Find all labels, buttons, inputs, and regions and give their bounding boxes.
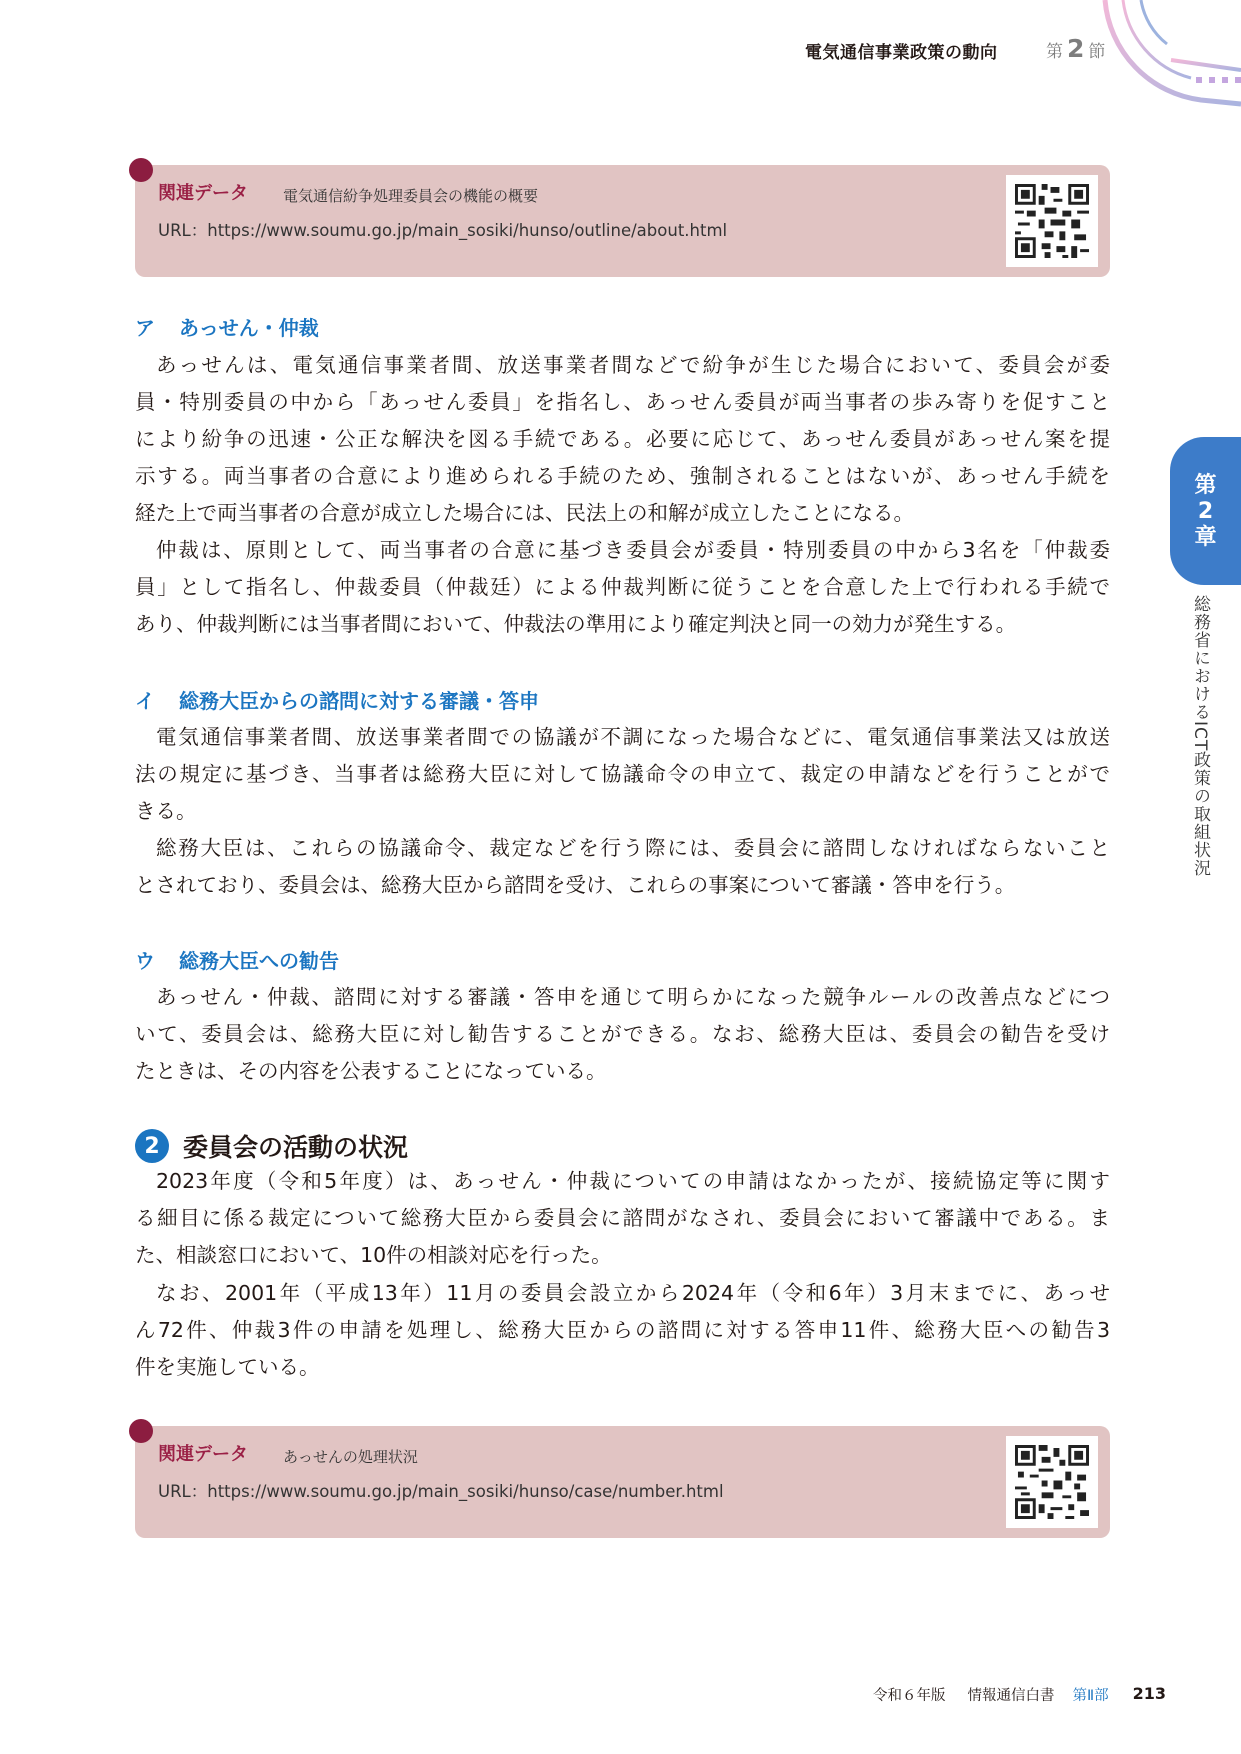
- section-heading: [135, 1128, 408, 1164]
- related-data-title: あっせんの処理状況: [283, 1448, 418, 1466]
- body-line: 経た上で両当事者の合意が成立した場合には、民法上の和解が成立したことになる。: [135, 501, 914, 525]
- chapter-tab[interactable]: [1170, 437, 1241, 585]
- body-line: とされており、委員会は、総務大臣から諮問を受け、これらの事案について審議・答申を行う。: [135, 873, 1016, 897]
- decorative-arc-graphic: [1101, 0, 1241, 110]
- body-line: 員」として指名し、仲裁委員（仲裁廷）による仲裁判断に従うことを合意した上で行われる手続で: [135, 575, 1110, 599]
- page-footer: [873, 1684, 1166, 1705]
- footer-edition: 令和６年版: [873, 1688, 946, 1704]
- body-line: た、相談窓口において、10件の相談対応を行った。: [135, 1243, 612, 1267]
- body-line: る細目に係る裁定について総務大臣から委員会に諮問がなされ、委員会において審議中である。ま: [135, 1206, 1110, 1230]
- body-line: 2023年度（令和5年度）は、あっせん・仲裁についての申請はなかったが、接続協定等に関す: [156, 1169, 1110, 1193]
- section-heading-text: 委員会の活動の状況: [183, 1133, 409, 1162]
- body-line: あり、仲裁判断には当事者間において、仲裁法の準用により確定判決と同一の効力が発生する。: [135, 612, 1017, 636]
- section-number: 2: [1067, 34, 1085, 63]
- body-line: 電気通信事業者間、放送事業者間での協議が不調になった場合などに、電気通信事業法又は放送: [156, 725, 1110, 749]
- related-data-url[interactable]: URL：https://www.soumu.go.jp/main_sosiki/hunso/case/number.html: [158, 1482, 724, 1501]
- body-line: いて、委員会は、総務大臣に対し勧告することができる。なお、総務大臣は、委員会の勧告を受け: [135, 1022, 1110, 1046]
- body-line: 総務大臣は、これらの協議命令、裁定などを行う際には、委員会に諮問しなければならないこと: [156, 836, 1110, 860]
- chapter-tab-text: 章: [1194, 525, 1217, 550]
- subheading-text: 総務大臣への勧告: [179, 949, 339, 973]
- related-data-url[interactable]: URL：https://www.soumu.go.jp/main_sosiki/hunso/outline/about.html: [158, 221, 728, 240]
- subheading-marker: ウ: [135, 949, 155, 973]
- qr-code[interactable]: [1006, 1436, 1098, 1528]
- subheading-a: [135, 312, 319, 341]
- section-indicator: [1046, 34, 1105, 63]
- subheading-text: 総務大臣からの諮問に対する審議・答申: [179, 689, 539, 713]
- qr-code[interactable]: [1006, 175, 1098, 267]
- chapter-tab-number: 2: [1197, 499, 1214, 524]
- subheading-marker: ア: [135, 316, 155, 340]
- body-line: きる。: [135, 799, 197, 823]
- body-line: たときは、その内容を公表することになっている。: [135, 1059, 607, 1083]
- chapter-title-vertical: 総務省におけるICT政策の取組状況: [1190, 595, 1210, 878]
- running-header-title: 電気通信事業政策の動向: [805, 43, 998, 63]
- body-line: ん72件、仲裁3件の申請を処理し、総務大臣からの諮問に対する答申11件、総務大臣への勧告3: [135, 1318, 1110, 1342]
- section-prefix: 第: [1046, 42, 1063, 62]
- section-suffix: 節: [1088, 42, 1106, 62]
- bullet-dot: [129, 1419, 153, 1443]
- related-data-label: 関連データ: [158, 1444, 248, 1465]
- body-line: あっせん・仲裁、諮問に対する審議・答申を通じて明らかになった競争ルールの改善点などにつ: [156, 985, 1110, 1009]
- body-line: 示する。両当事者の合意により進められる手続のため、強制されることはないが、あっせん手続を: [135, 464, 1110, 488]
- body-line: なお、2001年（平成13年）11月の委員会設立から2024年（令和6年）3月末までに、あっせ: [156, 1281, 1110, 1305]
- related-data-title: 電気通信紛争処理委員会の機能の概要: [283, 187, 539, 205]
- page-number: 213: [1132, 1684, 1167, 1703]
- bullet-dot: [129, 158, 153, 182]
- body-line: 件を実施している。: [135, 1355, 320, 1379]
- chapter-tab-text: 第: [1194, 473, 1217, 498]
- body-line: あっせんは、電気通信事業者間、放送事業者間などで紛争が生じた場合において、委員会が委: [156, 353, 1110, 377]
- subheading-u: [135, 945, 339, 974]
- body-line: 員・特別委員の中から「あっせん委員」を指名し、あっせん委員が両当事者の歩み寄りを促すこと: [135, 390, 1110, 414]
- related-data-label: 関連データ: [158, 183, 248, 204]
- body-line: 仲裁は、原則として、両当事者の合意に基づき委員会が委員・特別委員の中から3名を「仲裁委: [156, 538, 1110, 562]
- footer-part: 第Ⅱ部: [1072, 1688, 1109, 1704]
- related-data-box: [135, 1426, 1110, 1538]
- subheading-marker: イ: [135, 689, 155, 713]
- subheading-text: あっせん・仲裁: [179, 316, 319, 340]
- related-data-box: [135, 165, 1110, 277]
- body-line: 法の規定に基づき、当事者は総務大臣に対して協議命令の申立て、裁定の申請などを行うことがで: [135, 762, 1110, 786]
- subheading-i: [135, 685, 539, 714]
- body-line: により紛争の迅速・公正な解決を図る手続である。必要に応じて、あっせん委員があっせん案を提: [135, 427, 1110, 451]
- footer-book-title: 情報通信白書: [967, 1688, 1055, 1704]
- section-number-badge: 2: [135, 1129, 169, 1163]
